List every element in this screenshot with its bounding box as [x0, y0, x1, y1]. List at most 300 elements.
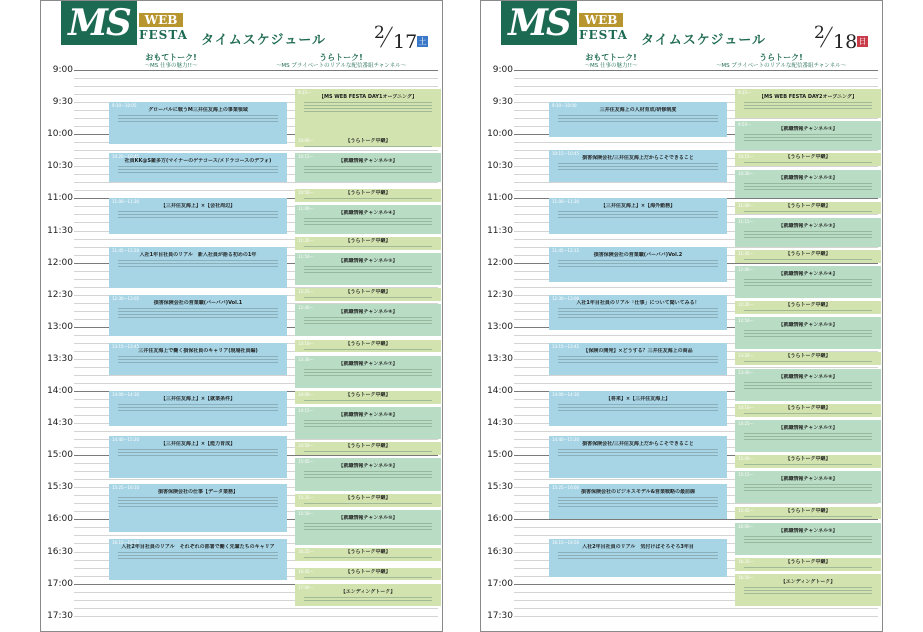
column-title: おもてトーク!	[585, 53, 637, 62]
program-title: 【就職情報チャンネル⑦】	[778, 424, 838, 431]
description-line	[744, 108, 872, 109]
program-title: 損害保険会社のビジネスモデル&営業戦略の最前線	[581, 489, 695, 496]
program-title: 入社2年目社員のリアル それぞれの部署で働く先輩たちのキャリア	[121, 543, 275, 550]
program-title: 入社1年目社員のリアル 新入社員が語る初めの1年	[139, 251, 257, 258]
description-line	[744, 536, 872, 537]
program-time: 10:15〜	[738, 154, 754, 160]
program-title: 【三井住友海上】×【会社周辺】	[160, 203, 236, 210]
description-line	[304, 218, 432, 219]
description-line	[304, 600, 432, 601]
description-line	[304, 166, 432, 167]
program-block[interactable]	[735, 455, 881, 468]
description-line	[558, 506, 718, 507]
description-line	[118, 314, 278, 315]
page-title: タイムスケジュール	[201, 33, 326, 48]
description-line	[744, 433, 872, 434]
program-block[interactable]	[109, 198, 287, 233]
program-block[interactable]	[295, 442, 441, 455]
description-line	[118, 118, 278, 119]
program-block[interactable]	[735, 218, 881, 247]
program-block[interactable]	[549, 295, 727, 330]
program-block[interactable]	[549, 436, 727, 478]
program-time: 15:45〜	[738, 507, 754, 513]
description-line	[744, 140, 872, 141]
program-block[interactable]	[735, 471, 881, 503]
time-label: 9:00	[492, 65, 513, 75]
description-line	[558, 314, 718, 315]
description-line	[558, 217, 718, 218]
program-title: 【就職情報チャンネル②】	[778, 174, 838, 181]
program-block[interactable]	[549, 150, 727, 182]
program-block[interactable]	[735, 170, 881, 199]
time-label: 17:30	[487, 610, 513, 621]
time-label: 11:00	[487, 193, 513, 204]
description-line	[744, 330, 872, 331]
program-block[interactable]	[109, 484, 287, 532]
program-block[interactable]	[549, 343, 727, 375]
program-time: 12:40〜	[298, 305, 314, 311]
program-time: 11:00〜11:30	[112, 199, 140, 205]
column-title: うらトーク!	[319, 53, 363, 62]
program-title: 【うらトーク中継】	[785, 456, 831, 463]
grid-subline	[74, 182, 438, 183]
program-time: 14:40〜15:20	[552, 436, 580, 442]
time-label: 15:00	[47, 450, 73, 461]
program-block[interactable]	[109, 153, 287, 182]
program-block[interactable]	[295, 356, 441, 388]
program-title: 【うらトーク中継】	[785, 250, 831, 257]
program-block[interactable]	[295, 391, 441, 404]
description-line	[304, 477, 432, 478]
program-time: 13:20〜	[738, 353, 754, 359]
date-day: 18	[833, 31, 858, 53]
program-time: 9:15〜	[298, 90, 311, 96]
program-title: 【うらトーク中継】	[345, 138, 391, 145]
program-block[interactable]	[109, 247, 287, 289]
description-line	[744, 567, 872, 568]
column-header-omote	[96, 53, 246, 71]
program-title: 【うらトーク中継】	[785, 202, 831, 209]
program-title: 入社1年目社員のリアル「仕事」について聞いてみる！	[576, 299, 700, 306]
description-line	[118, 260, 278, 261]
program-block[interactable]	[735, 89, 881, 118]
program-block[interactable]	[735, 523, 881, 555]
time-label: 16:30	[47, 546, 73, 557]
program-block[interactable]	[295, 253, 441, 285]
program-title: 【うらトーク中継】	[345, 189, 391, 196]
description-line	[304, 297, 432, 298]
time-label: 16:30	[487, 546, 513, 557]
program-time: 12:00〜	[738, 266, 754, 272]
program-block[interactable]	[735, 574, 881, 606]
program-block[interactable]	[295, 568, 441, 581]
program-title: 【エンディングトーク】	[340, 588, 396, 595]
program-time: 13:15〜13:45	[112, 343, 140, 349]
program-title: 損害保険会社/三井住友海上だからこそできること	[582, 155, 694, 162]
program-block[interactable]	[109, 295, 287, 337]
description-line	[304, 146, 432, 147]
program-block[interactable]	[295, 189, 441, 202]
description-line	[118, 172, 278, 173]
description-line	[744, 279, 872, 280]
time-label: 14:30	[47, 418, 73, 429]
description-line	[744, 102, 872, 103]
program-title: 【就職情報チャンネル⑥】	[338, 309, 398, 316]
program-title: 入社2年目社員のリアル 気付けばそろそろ3年目	[582, 543, 694, 550]
description-line	[118, 121, 278, 122]
description-line	[744, 231, 872, 232]
program-time: 16:25〜	[298, 549, 314, 555]
program-title: 損害保険会社の仕事【データ業務】	[157, 489, 238, 496]
program-title: グローバルに戦うM三井住友海上の事業領域	[148, 107, 248, 114]
program-block[interactable]	[109, 343, 287, 375]
description-line	[558, 263, 718, 264]
program-block[interactable]	[549, 391, 727, 426]
description-line	[558, 503, 718, 504]
grid-line	[514, 519, 878, 520]
description-line	[118, 115, 278, 116]
description-line	[744, 464, 872, 465]
program-block[interactable]	[109, 436, 287, 478]
program-time: 16:00〜	[738, 523, 754, 529]
program-title: 【就職情報チャンネル⑤】	[778, 322, 838, 329]
program-title: 【エンディングトーク】	[780, 578, 836, 585]
description-line	[558, 214, 718, 215]
program-time: 15:25〜16:10	[112, 485, 140, 491]
description-line	[118, 500, 278, 501]
description-line	[304, 349, 432, 350]
program-block[interactable]	[109, 391, 287, 426]
description-line	[744, 237, 872, 238]
program-block[interactable]	[549, 484, 727, 519]
description-line	[744, 285, 872, 286]
description-line	[558, 362, 718, 363]
program-title: 【就職情報チャンネル⑥】	[778, 373, 838, 380]
program-block[interactable]	[735, 369, 881, 401]
description-line	[558, 317, 718, 318]
description-line	[304, 471, 432, 472]
weekday-badge: 土	[418, 37, 427, 46]
time-label: 9:00	[52, 65, 73, 75]
time-label: 12:00	[487, 257, 513, 268]
description-line	[118, 452, 278, 453]
description-line	[118, 449, 278, 450]
description-line	[558, 359, 718, 360]
description-line	[558, 410, 718, 411]
description-line	[304, 372, 432, 373]
description-line	[304, 526, 432, 527]
time-label: 11:30	[487, 225, 513, 236]
grid-line	[74, 616, 438, 617]
time-label: 9:30	[492, 97, 513, 108]
description-line	[558, 169, 718, 170]
time-label: 17:30	[47, 610, 73, 621]
description-line	[744, 162, 872, 163]
program-block[interactable]	[295, 89, 441, 137]
program-title: 【うらトーク中継】	[345, 443, 391, 450]
description-line	[558, 166, 718, 167]
description-line	[304, 529, 432, 530]
program-time: 13:40〜	[738, 369, 754, 375]
time-label: 15:00	[487, 450, 513, 461]
ms-logo: MS	[61, 1, 137, 45]
program-time: 10:15〜10:45	[552, 151, 580, 157]
grid-subline	[514, 78, 878, 79]
program-block[interactable]	[735, 153, 881, 166]
program-time: 14:10〜	[738, 404, 754, 410]
description-line	[118, 362, 278, 363]
program-time: 14:15〜	[298, 408, 314, 414]
program-time: 11:35〜	[298, 237, 314, 243]
description-line	[744, 439, 872, 440]
program-time: 10:00〜	[298, 138, 314, 144]
program-time: 15:25〜16:00	[552, 485, 580, 491]
description-line	[744, 587, 872, 588]
time-label: 16:00	[47, 514, 73, 525]
description-line	[558, 121, 718, 122]
description-line	[118, 317, 278, 318]
description-line	[744, 282, 872, 283]
program-time: 10:20〜10:45	[112, 154, 140, 160]
program-time: 12:25〜	[298, 289, 314, 295]
program-title: 【うらトーク中継】	[785, 507, 831, 514]
program-block[interactable]	[295, 288, 441, 301]
festa-logo-text: FESTA	[579, 28, 628, 42]
program-time: 10:50〜	[298, 189, 314, 195]
description-line	[744, 186, 872, 187]
column-header-ura	[691, 53, 871, 71]
time-label: 13:00	[487, 321, 513, 332]
description-line	[744, 134, 872, 135]
description-line	[304, 451, 432, 452]
program-time: 13:10〜	[298, 340, 314, 346]
time-label: 12:30	[47, 289, 73, 300]
program-title: 【就職情報チャンネル④】	[778, 270, 838, 277]
program-block[interactable]	[295, 407, 441, 439]
program-block[interactable]	[735, 352, 881, 365]
description-line	[744, 234, 872, 235]
program-block[interactable]	[295, 510, 441, 545]
program-time: 15:35〜	[298, 494, 314, 500]
description-line	[744, 516, 872, 517]
program-block[interactable]	[735, 317, 881, 349]
date-month: 2	[374, 23, 385, 43]
program-time: 16:50〜	[738, 574, 754, 580]
program-title: 【うらトーク中継】	[345, 494, 391, 501]
description-line	[118, 169, 278, 170]
program-time: 11:45〜12:15	[552, 247, 580, 253]
program-block[interactable]	[735, 507, 881, 520]
time-label: 10:30	[47, 161, 73, 172]
program-block[interactable]	[109, 102, 287, 144]
web-logo-badge: WEB	[139, 13, 183, 27]
description-line	[558, 500, 718, 501]
program-time: 9:30〜10:05	[112, 103, 137, 109]
program-block[interactable]	[735, 301, 881, 314]
program-time: 16:45〜	[298, 568, 314, 574]
column-title: うらトーク!	[759, 53, 803, 62]
description-line	[118, 311, 278, 312]
program-time: 15:05〜	[298, 459, 314, 465]
description-line	[304, 426, 432, 427]
time-label: 9:30	[52, 97, 73, 108]
program-block[interactable]	[295, 205, 441, 234]
program-block[interactable]	[549, 247, 727, 282]
column-subtitle: 〜MS プライベートのリアルな配信番組チャンネル〜	[275, 63, 407, 69]
program-block[interactable]	[735, 404, 881, 417]
description-line	[744, 388, 872, 389]
program-title: 社員KK@S雑多方(マイナーのゲテコース/メドラコースのデフォ)	[124, 158, 272, 165]
description-line	[558, 558, 718, 559]
program-time: 14:00〜14:30	[112, 392, 140, 397]
description-line	[304, 557, 432, 558]
program-block[interactable]	[735, 202, 881, 215]
description-line	[744, 590, 872, 591]
description-line	[118, 308, 278, 309]
description-line	[744, 487, 872, 488]
program-title: 【うらトーク中継】	[345, 549, 391, 556]
description-line	[304, 323, 432, 324]
program-block[interactable]	[735, 121, 881, 150]
description-line	[558, 404, 718, 405]
program-time: 14:50〜	[298, 443, 314, 449]
program-time: 13:15〜13:45	[552, 343, 580, 349]
grid-subline	[74, 86, 438, 87]
program-block[interactable]	[109, 539, 287, 581]
program-title: 損害保険会社/三井住友海上だからこそできること	[582, 440, 694, 447]
description-line	[304, 172, 432, 173]
description-line	[304, 423, 432, 424]
program-title: 【三井住友海上】×【海外勤務】	[600, 203, 676, 210]
ms-logo: MS	[501, 1, 577, 45]
program-block[interactable]	[295, 584, 441, 606]
description-line	[304, 111, 432, 112]
program-block[interactable]	[735, 420, 881, 452]
program-time: 14:00〜14:30	[552, 392, 580, 397]
program-block[interactable]	[295, 458, 441, 490]
festa-logo-text: FESTA	[139, 28, 188, 42]
program-time: 14:00〜	[298, 392, 314, 397]
program-title: 【うらトーク中継】	[345, 568, 391, 575]
program-time: 12:50〜	[738, 318, 754, 324]
description-line	[304, 221, 432, 222]
time-label: 15:30	[47, 482, 73, 493]
description-line	[744, 310, 872, 311]
description-line	[304, 320, 432, 321]
program-block[interactable]	[295, 340, 441, 353]
program-title: 【MS WEB FESTA DAY2オープニング】	[758, 94, 858, 101]
description-line	[744, 211, 872, 212]
program-block[interactable]	[549, 102, 727, 137]
program-title: 【就職情報チャンネル④】	[338, 209, 398, 216]
time-label: 14:00	[487, 386, 513, 396]
description-line	[744, 259, 872, 260]
description-line	[744, 542, 872, 543]
program-time: 9:30〜10:00	[552, 103, 577, 109]
description-line	[558, 356, 718, 357]
description-line	[118, 211, 278, 212]
schedule-page-day2	[480, 0, 883, 632]
program-time: 10:30〜	[738, 170, 754, 176]
description-line	[558, 260, 718, 261]
program-block[interactable]	[295, 153, 441, 182]
program-time: 11:00〜	[738, 202, 754, 208]
description-line	[118, 506, 278, 507]
description-line	[558, 266, 718, 267]
program-time: 11:45〜12:20	[112, 247, 140, 253]
time-label: 11:00	[47, 193, 73, 204]
program-block[interactable]	[295, 137, 441, 147]
description-line	[118, 497, 278, 498]
program-title: 【うらトーク中継】	[785, 558, 831, 565]
program-title: 【就職情報チャンネル⑩】	[338, 514, 398, 521]
program-title: 【保険の開発】×どうする？三井住友海上の商品	[583, 347, 693, 354]
description-line	[744, 436, 872, 437]
description-line	[744, 413, 872, 414]
program-title: 損害保険会社の営業職(バーババ)Vol.1	[153, 299, 243, 306]
description-line	[304, 400, 432, 401]
description-line	[304, 105, 432, 106]
column-title: おもてトーク!	[145, 53, 197, 62]
program-time: 10:15〜	[298, 154, 314, 160]
program-block[interactable]	[295, 237, 441, 250]
program-block[interactable]	[735, 250, 881, 263]
description-line	[118, 555, 278, 556]
schedule-page-day1	[40, 0, 443, 632]
program-block[interactable]	[295, 304, 441, 336]
program-block[interactable]	[295, 494, 441, 507]
description-line	[118, 217, 278, 218]
description-line	[304, 272, 432, 273]
program-title: 【就職情報チャンネル③】	[778, 222, 838, 229]
time-label: 10:00	[47, 129, 73, 140]
program-time: 17:00〜	[298, 584, 314, 590]
column-subtitle: 〜MS プライベートのリアルな配信番組チャンネル〜	[715, 63, 847, 69]
web-logo-badge: WEB	[579, 13, 623, 27]
program-time: 11:00〜	[298, 205, 314, 211]
program-block[interactable]	[295, 548, 441, 561]
time-label: 16:00	[487, 514, 513, 525]
program-block[interactable]	[735, 558, 881, 571]
time-label: 14:30	[487, 418, 513, 429]
time-label: 10:30	[487, 161, 513, 172]
column-subtitle: 〜MS 仕事の魅力!!〜	[584, 63, 638, 69]
time-label: 13:30	[487, 353, 513, 364]
description-line	[744, 183, 872, 184]
program-block[interactable]	[549, 198, 727, 233]
program-title: 【就職情報チャンネル⑨】	[778, 527, 838, 534]
program-title: 【うらトーク中継】	[785, 404, 831, 411]
program-title: 【就職情報チャンネル⑦】	[338, 360, 398, 367]
program-title: 【MS WEB FESTA DAY1オープニング】	[318, 94, 418, 101]
grid-line	[514, 70, 878, 71]
grid-subline	[74, 608, 438, 609]
description-line	[558, 211, 718, 212]
date-day: 17	[393, 31, 418, 53]
program-title: 【うらトーク中継】	[785, 353, 831, 360]
program-block[interactable]	[549, 539, 727, 578]
time-label: 10:00	[487, 129, 513, 140]
description-line	[744, 137, 872, 138]
program-title: 【うらトーク中継】	[345, 289, 391, 296]
description-line	[304, 169, 432, 170]
program-block[interactable]	[735, 266, 881, 298]
column-subtitle: 〜MS 仕事の魅力!!〜	[144, 63, 198, 69]
description-line	[304, 523, 432, 524]
program-title: 三井住友海上の人材育成/研修制度	[599, 107, 677, 114]
program-time: 11:15〜	[738, 218, 754, 224]
description-line	[558, 163, 718, 164]
